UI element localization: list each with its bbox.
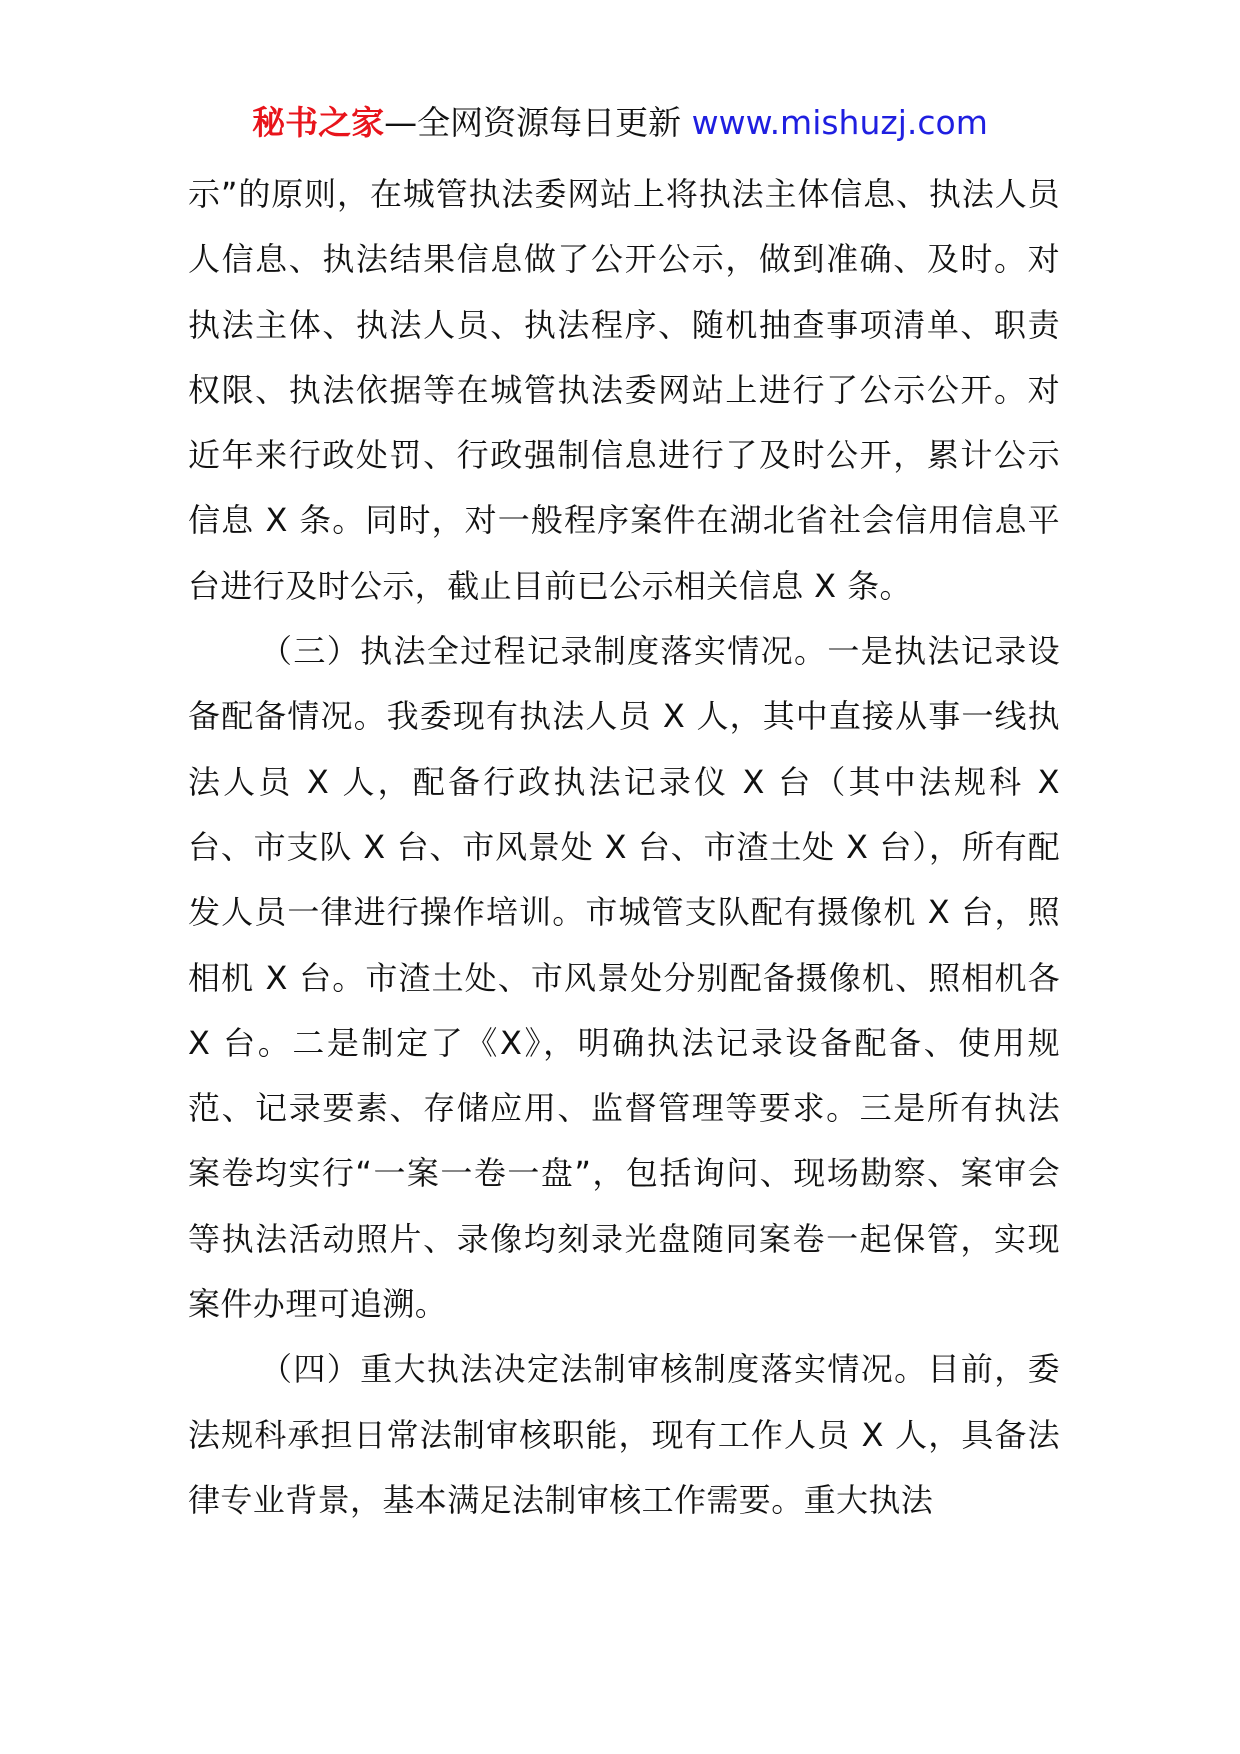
paragraph-publicity: 示”的原则，在城管执法委网站上将执法主体信息、执法人员人信息、执法结果信息做了公开公示，做到准确、及时。对执法主体、执法人员、执法程序、随机抽查事项清单、职责权限、执法依据等在城管执法委网站上进行了公示公开。对近年来行政处罚、行政强制信息进行了及时公开，累计公示信息 X 条。同时，对一般程序案件在湖北省社会信用信息平台进行及时公示，截止目前已公示相关信息 X 条。: [188, 175, 1060, 605]
document-body: [188, 162, 1060, 1533]
website-link[interactable]: www.mishuzj.com: [691, 103, 988, 142]
brand-name: 秘书之家: [252, 103, 385, 142]
paragraph-legal-review: （四）重大执法决定法制审核制度落实情况。目前，委法规科承担日常法制审核职能，现有工作人员 X 人，具备法律专业背景，基本满足法制审核工作需要。重大执法: [188, 1350, 1060, 1519]
page-header: [0, 98, 1240, 148]
paragraph-full-process-recording: （三）执法全过程记录制度落实情况。一是执法记录设备配备情况。我委现有执法人员 X 人，其中直接从事一线执法人员 X 人，配备行政执法记录仪 X 台（其中法规科 X 台、市支队 X 台、市风景处 X 台、市渣土处 X 台），所有配发人员一律进行操作培训。市城管支队配有摄像机 X 台，照相机 X 台。市渣土处、市风景处分别配备摄像机、照相机各 X 台。二是制定了《X》，明确执法记录设备配备、使用规范、记录要素、存储应用、监督管理等要求。三是所有执法案卷均实行“一案一卷一盘”，包括询问、现场勘察、案审会等执法活动照片、录像均刻录光盘随同案卷一起保管，实现案件办理可追溯。: [188, 632, 1060, 1324]
header-tagline: —全网资源每日更新: [384, 103, 692, 142]
